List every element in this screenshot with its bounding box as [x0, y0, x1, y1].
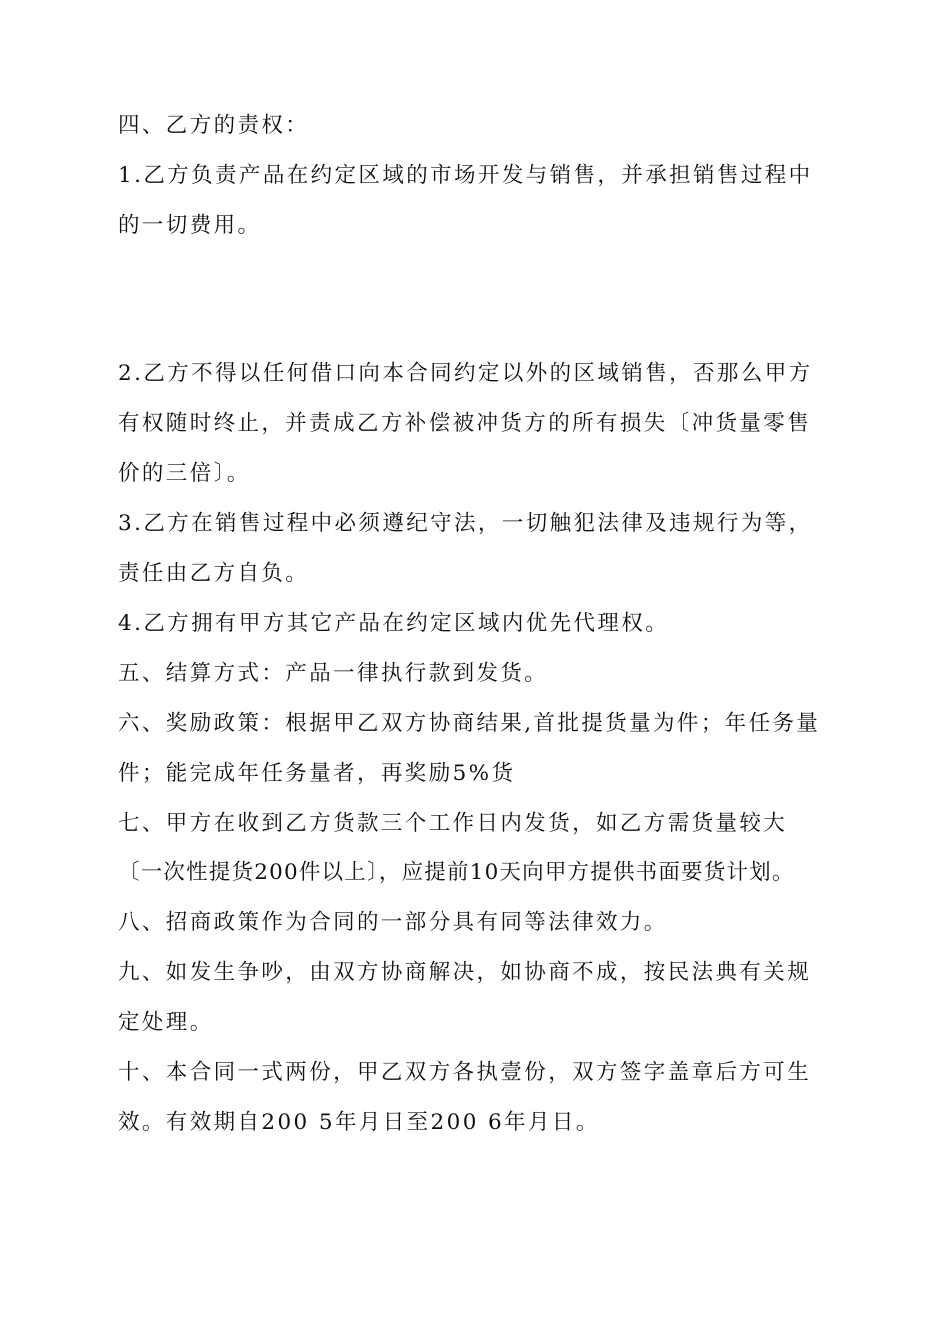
item4-line1: 4.乙方拥有甲方其它产品在约定区域内优先代理权。 [118, 611, 670, 636]
section7-line1: 七、甲方在收到乙方货款三个工作日内发货，如乙方需货量较大 [118, 811, 788, 836]
section7-line2: 〔一次性提货200件以上〕，应提前10天向甲方提供书面要货计划。 [118, 860, 795, 885]
section6-line1: 六、奖励政策：根据甲乙双方协商结果,首批提货量为件；年任务量 [118, 711, 821, 736]
item3-line2: 责任由乙方自负。 [118, 561, 310, 586]
section10-line2: 效。有效期自200 5年月日至200 6年月日。 [118, 1110, 600, 1135]
section5-text: 五、结算方式：产品一律执行款到发货。 [118, 661, 549, 686]
section6-line2: 件；能完成年任务量者，再奖励5%货 [118, 761, 516, 786]
item2-line3: 价的三倍〕。 [118, 461, 251, 486]
item1-line1: 1.乙方负责产品在约定区域的市场开发与销售，并承担销售过程中 [118, 163, 813, 188]
section9-line2: 定处理。 [118, 1010, 214, 1035]
section9-line1: 九、如发生争吵，由双方协商解决，如协商不成，按民法典有关规 [118, 960, 812, 985]
item3-line1: 3.乙方在销售过程中必须遵纪守法，一切触犯法律及违规行为等， [118, 511, 813, 536]
item2-line1: 2.乙方不得以任何借口向本合同约定以外的区域销售，否那么甲方 [118, 361, 813, 386]
section4-heading: 四、乙方的责权： [118, 113, 310, 138]
item1-line2: 的一切费用。 [118, 213, 262, 238]
section10-line1: 十、本合同一式两份，甲乙双方各执壹份，双方签字盖章后方可生 [118, 1060, 812, 1085]
section8-text: 八、招商政策作为合同的一部分具有同等法律效力。 [118, 910, 668, 935]
item2-line2: 有权随时终止，并责成乙方补偿被冲货方的所有损失〔冲货量零售 [118, 411, 812, 436]
